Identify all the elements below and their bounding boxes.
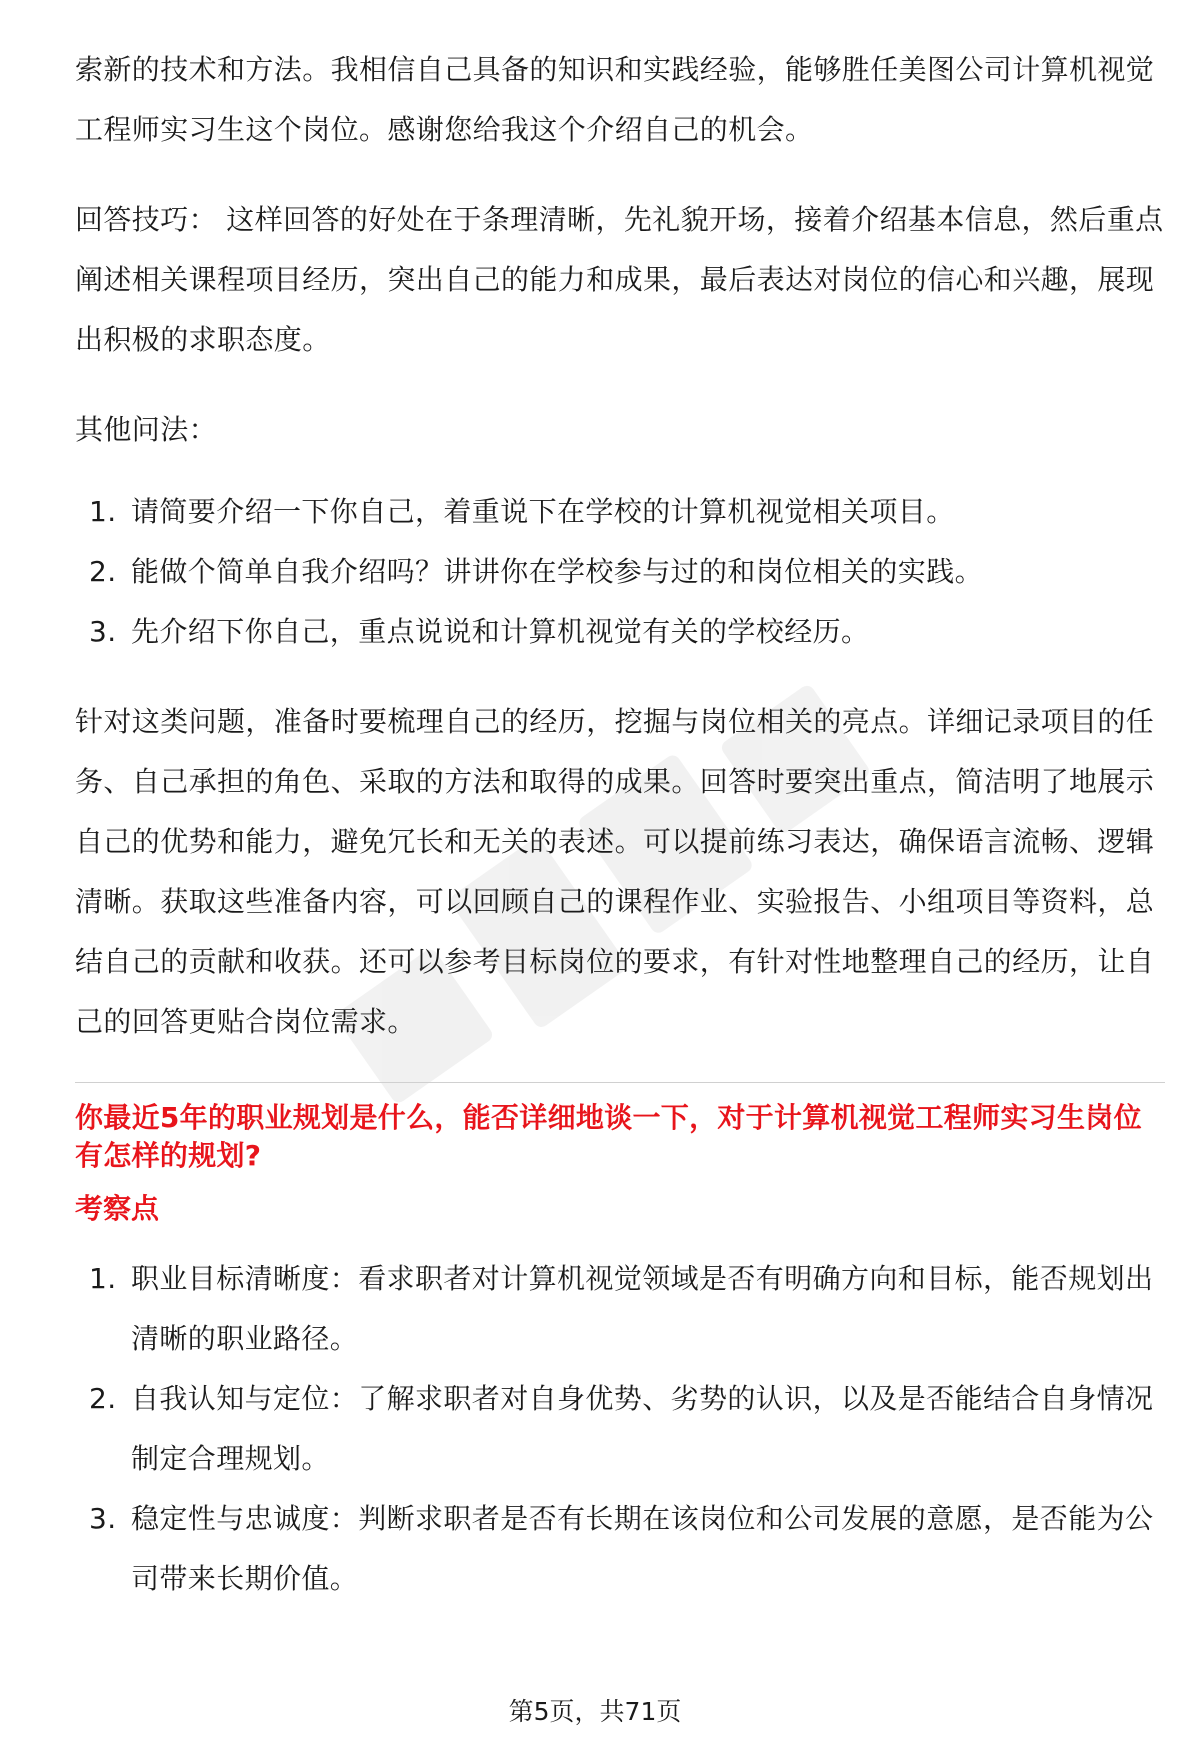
list-item xyxy=(75,1489,1165,1609)
list-item-text: 职业目标清晰度：看求职者对计算机视觉领域是否有明确方向和目标，能否规划出清晰的职业路径。 xyxy=(131,1262,1154,1355)
intro-end-paragraph: 索新的技术和方法。我相信自己具备的知识和实践经验，能够胜任美图公司计算机视觉工程师实习生这个岗位。感谢您给我这个介绍自己的机会。 xyxy=(75,53,1155,146)
list-item-text: 先介绍下你自己，重点说说和计算机视觉有关的学校经历。 xyxy=(131,615,870,648)
document-page xyxy=(75,40,1165,1609)
other-questions-list xyxy=(75,482,1165,662)
answer-tip-paragraph: 回答技巧： 这样回答的好处在于条理清晰，先礼貌开场，接着介绍基本信息，然后重点阐述相关课程项目经历，突出自己的能力和成果，最后表达对岗位的信心和兴趣，展现出积极的求职态度。 xyxy=(75,203,1164,356)
list-item xyxy=(75,1249,1165,1369)
page-number-footer: 第5页，共71页 xyxy=(508,1697,682,1726)
list-item xyxy=(75,542,1165,602)
section-label: 考察点 xyxy=(75,1192,160,1225)
list-item-text: 请简要介绍一下你自己，着重说下在学校的计算机视觉相关项目。 xyxy=(131,495,955,528)
list-item xyxy=(75,482,1165,542)
list-item-text: 能做个简单自我介绍吗？讲讲你在学校参与过的和岗位相关的实践。 xyxy=(131,555,984,588)
assessment-points-list xyxy=(75,1249,1165,1609)
list-item-text: 稳定性与忠诚度：判断求职者是否有长期在该岗位和公司发展的意愿，是否能为公司带来长期价值。 xyxy=(131,1502,1154,1595)
list-number: 1. xyxy=(89,495,117,528)
list-number: 3. xyxy=(89,615,117,648)
other-questions-heading: 其他问法： xyxy=(75,413,218,446)
list-number: 3. xyxy=(89,1502,117,1535)
list-number: 2. xyxy=(89,555,117,588)
list-item xyxy=(75,1369,1165,1489)
list-item xyxy=(75,602,1165,662)
section-divider xyxy=(75,1082,1165,1083)
list-number: 2. xyxy=(89,1382,117,1415)
advice-paragraph: 针对这类问题，准备时要梳理自己的经历，挖掘与岗位相关的亮点。详细记录项目的任务、自己承担的角色、采取的方法和取得的成果。回答时要突出重点，简洁明了地展示自己的优势和能力，避免冗长和无关的表述。可以提前练习表达，确保语言流畅、逻辑清晰。获取这些准备内容，可以回顾自己的课程作业、实验报告、小组项目等资料，总结自己的贡献和收获。还可以参考目标岗位的要求，有针对性地整理自己的经历，让自己的回答更贴合岗位需求。 xyxy=(75,705,1155,1038)
list-number: 1. xyxy=(89,1262,117,1295)
question-title: 你最近5年的职业规划是什么，能否详细地谈一下，对于计算机视觉工程师实习生岗位有怎样的规划? xyxy=(75,1101,1142,1172)
list-item-text: 自我认知与定位：了解求职者对自身优势、劣势的认识，以及是否能结合自身情况制定合理规划。 xyxy=(131,1382,1154,1475)
